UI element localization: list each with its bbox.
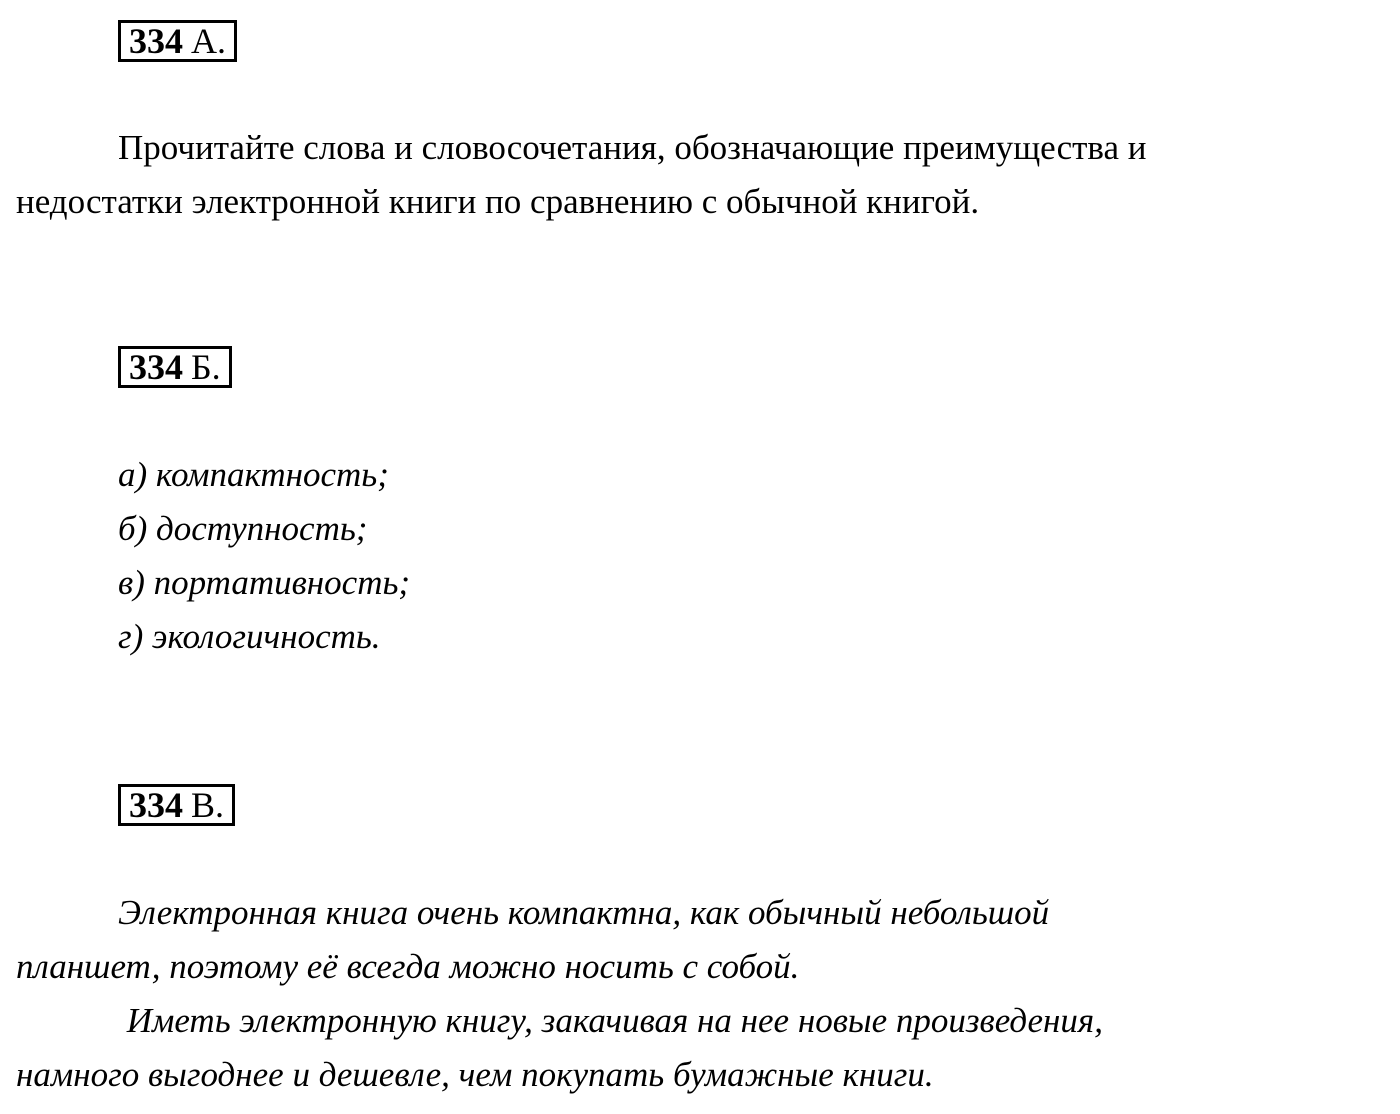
list-item: а) компактность; xyxy=(118,455,389,494)
exercise-b-label xyxy=(118,346,232,388)
exercise-c-label xyxy=(118,784,235,826)
exercise-a-line: недостатки электронной книги по сравнению с обычной книгой. xyxy=(16,182,980,221)
exercise-a-label xyxy=(118,20,237,62)
exercise-b-list xyxy=(118,448,410,664)
exercise-c-line: Электронная книга очень компактна, как обычный небольшой xyxy=(118,893,1050,932)
exercise-b-letter: Б. xyxy=(191,347,221,387)
exercise-a-text xyxy=(16,121,1356,229)
exercise-c-line: намного выгоднее и дешевле, чем покупать бумажные книги. xyxy=(16,1055,934,1094)
exercise-c-line: Иметь электронную книгу, закачивая на нее новые произведения, xyxy=(118,1001,1103,1040)
list-item: в) портативность; xyxy=(118,563,411,602)
exercise-a-line: Прочитайте слова и словосочетания, обозначающие преимущества и xyxy=(118,128,1147,167)
exercise-c-number: 334 xyxy=(129,785,183,825)
list-item: г) экологичность. xyxy=(118,617,381,656)
exercise-b-number: 334 xyxy=(129,347,183,387)
exercise-c-line: планшет, поэтому её всегда можно носить с собой. xyxy=(16,947,800,986)
exercise-c-text xyxy=(16,886,1356,1102)
list-item: б) доступность; xyxy=(118,509,368,548)
exercise-a-number: 334 xyxy=(129,21,183,61)
exercise-a-letter: А. xyxy=(191,21,226,61)
exercise-c-letter: В. xyxy=(191,785,225,825)
